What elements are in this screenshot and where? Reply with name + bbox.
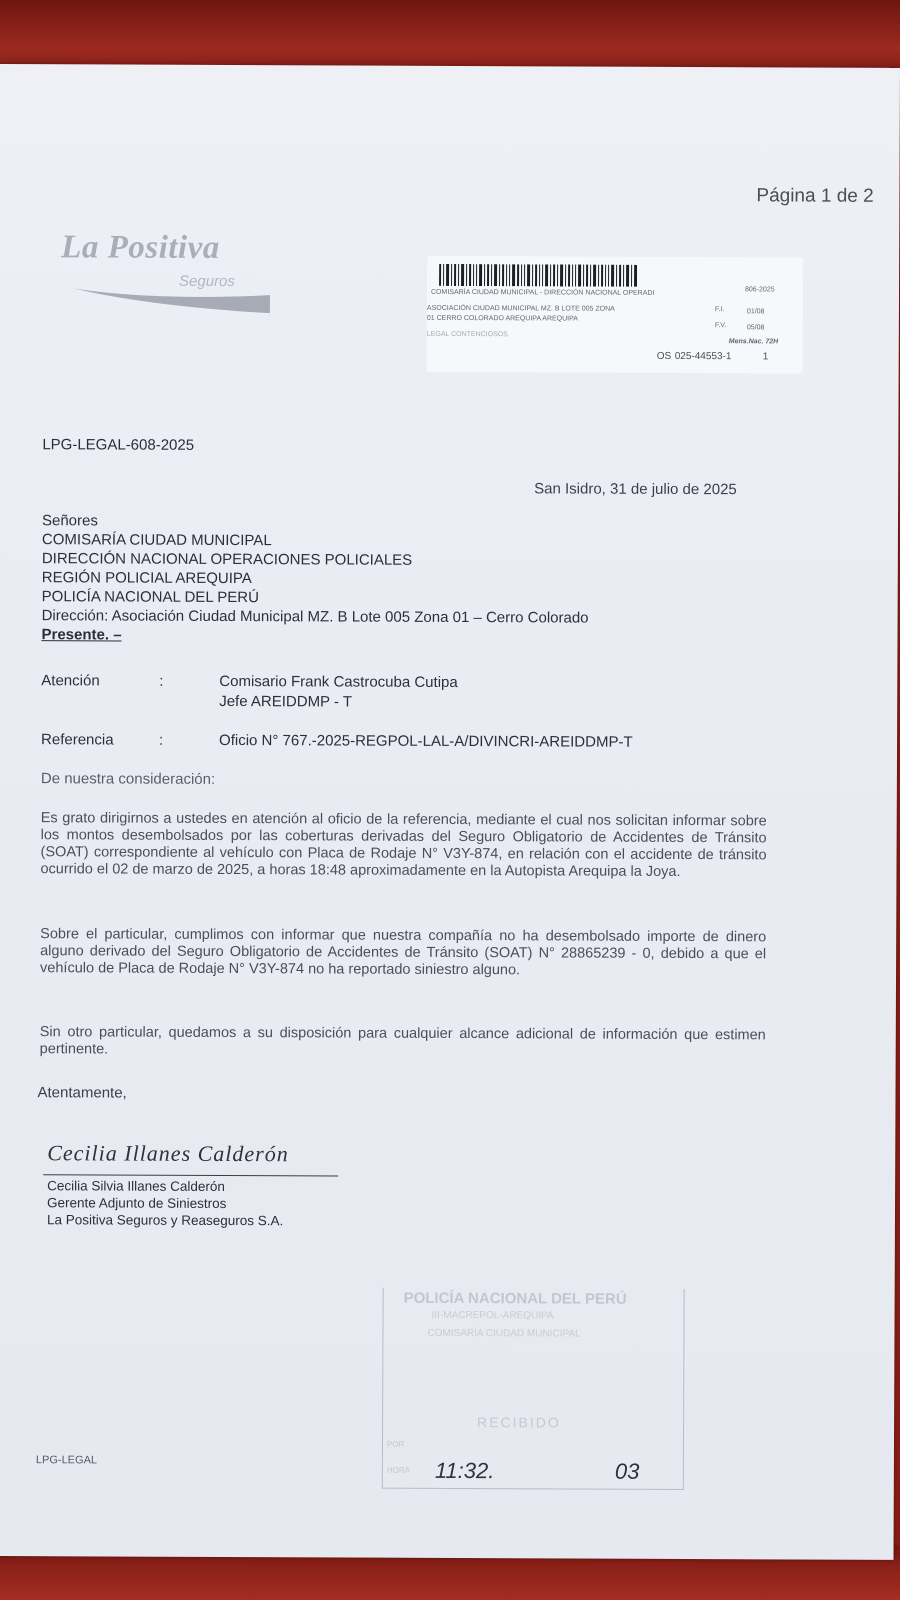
- company-logo-tagline: Seguros: [179, 272, 235, 291]
- sticker-legal: LEGAL CONTENCIOSOS: [426, 330, 508, 339]
- sticker-fv-value: 05/08: [746, 324, 765, 332]
- recipient-line-3: REGIÓN POLICIAL AREQUIPA: [41, 569, 252, 588]
- reference-colon: :: [159, 731, 164, 749]
- signer-position: Gerente Adjunto de Siniestros: [46, 1195, 227, 1211]
- stamp-recibido: RECIBIDO: [477, 1414, 561, 1431]
- sticker-os-label: OS: [656, 350, 672, 362]
- recipient-line-2: DIRECCIÓN NACIONAL OPERACIONES POLICIALES: [41, 550, 413, 569]
- sticker-id: 806-2025: [745, 286, 775, 294]
- sticker-os-number: 025-44553-1: [674, 350, 732, 363]
- recipient-block: [41, 511, 589, 646]
- stamp-line-2: III-MACREPOL-AREQUIPA: [431, 1309, 554, 1322]
- sticker-fi-value: 01/08: [746, 308, 765, 316]
- footer-code: LPG-LEGAL: [35, 1454, 98, 1467]
- stamp-time: 11:32.: [434, 1457, 495, 1484]
- sticker-fi-label: F.I.: [714, 306, 725, 314]
- letter-page: [0, 64, 900, 1560]
- stamp-day: 03: [614, 1458, 640, 1484]
- sticker-line-1: COMISARÍA CIUDAD MUNICIPAL - DIRECCIÓN NACIONAL OPERADI: [430, 288, 655, 297]
- stamp-hora: HORA: [386, 1465, 411, 1475]
- reference-value: Oficio N° 767.-2025-REGPOL-LAL-A/DIVINCRI-AREIDDMP-T: [219, 731, 633, 751]
- attention-title: Jefe AREIDDMP - T: [219, 692, 353, 711]
- signer-company: La Positiva Seguros y Reaseguros S.A.: [46, 1212, 284, 1229]
- sticker-count: 1: [762, 351, 769, 363]
- logo-swoosh-icon: [74, 286, 270, 315]
- salutation: Señores: [41, 512, 98, 530]
- stamp-line-3: COMISARÍA CIUDAD MUNICIPAL: [427, 1327, 581, 1340]
- signature-line: [43, 1174, 338, 1176]
- page-number: Página 1 de 2: [756, 185, 874, 207]
- barcode-icon: [439, 264, 637, 287]
- attention-name: Comisario Frank Castrocuba Cutipa: [219, 672, 458, 692]
- closing: Atentamente,: [37, 1084, 127, 1102]
- date-line: San Isidro, 31 de julio de 2025: [534, 480, 737, 499]
- sticker-line-2: ASOCIACIÓN CIUDAD MUNICIPAL MZ. B LOTE 005 ZONA: [426, 304, 615, 313]
- reference-label: Referencia: [41, 731, 114, 749]
- attention-colon: :: [159, 672, 164, 690]
- signer-block: [47, 1177, 284, 1229]
- paragraph-1: Es grato dirigirnos a ustedes en atención al oficio de la referencia, mediante el cual nos solicitan informar sobre los montos desembolsados por las coberturas derivadas del Seguro Obligatorio de Accidentes de Tránsito (SOAT) correspondiente al vehículo con Placa de Rodaje N° V3Y-874, en relación con el accidente de tránsito ocurrido el 02 de marzo de 2025, a horas 18:48 aproximadamente en la Autopista Arequipa la Joya.: [40, 810, 767, 880]
- recipient-line-1: COMISARÍA CIUDAD MUNICIPAL: [41, 531, 272, 550]
- greeting: De nuestra consideración:: [40, 770, 216, 788]
- recipient-address: Dirección: Asociación Ciudad Municipal MZ. B Lote 005 Zona 01 – Cerro Colorado: [41, 607, 589, 627]
- presente: Presente. –: [41, 626, 122, 644]
- sticker-mens: Mens.Nac. 72H: [728, 338, 779, 346]
- police-reception-stamp: [382, 1288, 685, 1490]
- recipient-line-4: POLICÍA NACIONAL DEL PERÚ: [41, 588, 260, 607]
- reference-code: LPG-LEGAL-608-2025: [42, 436, 195, 454]
- sticker-fv-label: F.V.: [714, 322, 727, 330]
- reception-sticker: [427, 256, 804, 374]
- sticker-line-3: 01 CERRO COLORADO AREQUIPA AREQUIPA: [426, 314, 578, 323]
- stamp-title: POLICÍA NACIONAL DEL PERÚ: [403, 1289, 627, 1308]
- paragraph-2: Sobre el particular, cumplimos con informar que nuestra compañía no ha desembolsado importe de dinero alguno derivado del Seguro Obligatorio de Accidentes de Tránsito (SOAT) N° 28865239 - 0, debido a que el vehículo de Placa de Rodaje N° V3Y-874 no ha reportado siniestro alguno.: [40, 926, 767, 979]
- handwritten-signature: Cecilia Illanes Calderón: [47, 1140, 289, 1167]
- signer-name: Cecilia Silvia Illanes Calderón: [47, 1178, 225, 1194]
- attention-label: Atención: [41, 672, 100, 690]
- stamp-por: POR: [386, 1439, 405, 1449]
- paragraph-3: Sin otro particular, quedamos a su disposición para cualquier alcance adicional de información que estimen pertinente.: [39, 1024, 766, 1058]
- company-logo: La Positiva: [61, 229, 220, 266]
